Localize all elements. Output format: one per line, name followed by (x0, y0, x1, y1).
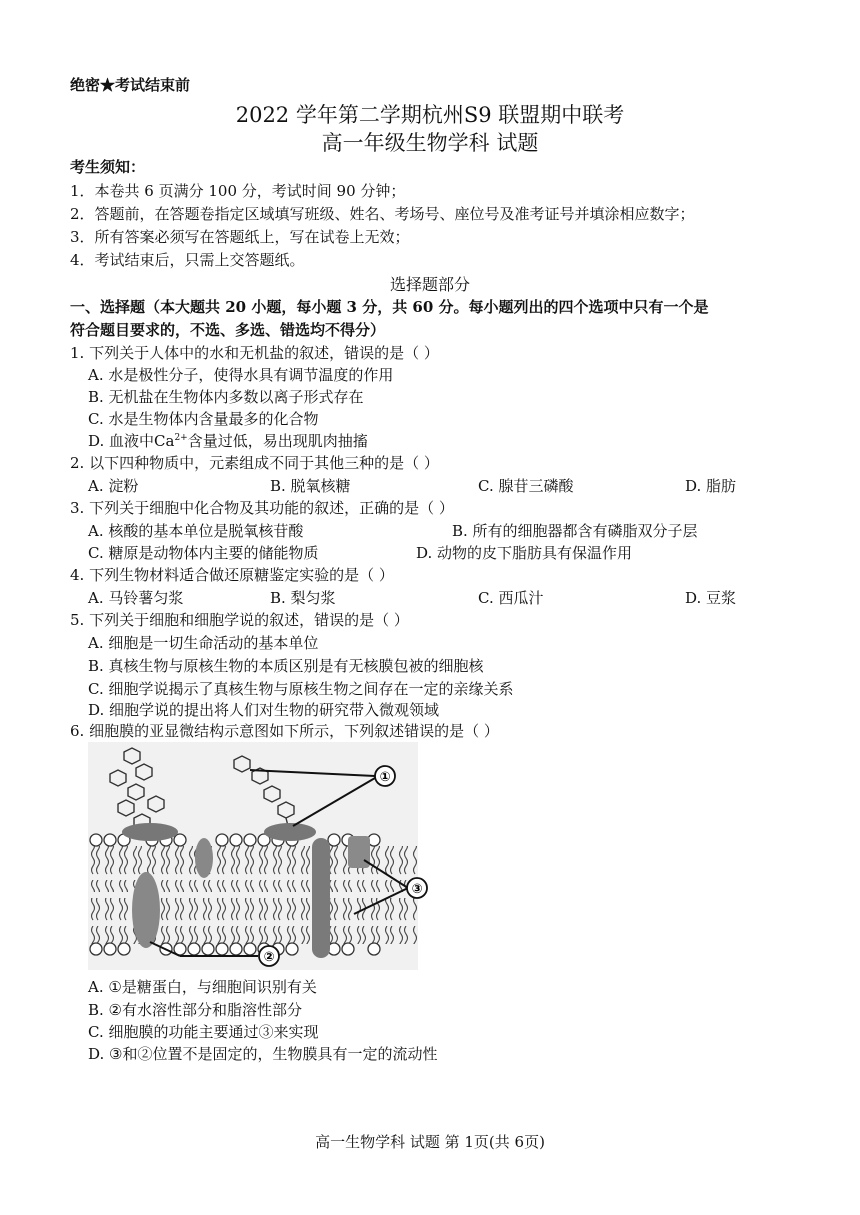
question-stem: 6. 细胞膜的亚显微结构示意图如下所示，下列叙述错误的是（ ） (70, 722, 499, 740)
section-instruction: 一、选择题（本大题共 20 小题，每小题 3 分，共 60 分。每小题列出的四个选项中只有一个是 (70, 298, 709, 316)
option-d: D. 细胞学说的提出将人们对生物的研究带入微观领域 (88, 701, 440, 719)
question-stem: 1. 下列关于人体中的水和无机盐的叙述，错误的是（ ） (70, 344, 439, 362)
page-footer: 高一生物学科 试题 第 1页(共 6页) (315, 1133, 545, 1151)
option-a: A. 核酸的基本单位是脱氧核苷酸 (88, 522, 304, 540)
notice-item: 4．考试结束后，只需上交答题纸。 (70, 251, 305, 269)
notice-item: 2．答题前，在答题卷指定区域填写班级、姓名、考场号、座位号及准考证号并填涂相应数字； (70, 205, 695, 223)
option-c: C. 糖原是动物体内主要的储能物质 (88, 544, 319, 562)
notice-heading: 考生须知： (70, 158, 146, 176)
question-stem: 2. 以下四种物质中，元素组成不同于其他三种的是（ ） (70, 454, 439, 472)
option-d-text: D. 血液中Ca (88, 432, 175, 450)
option-d (88, 430, 368, 451)
ion-charge: 2+ (174, 433, 188, 443)
question-stem: 5. 下列关于细胞和细胞学说的叙述，错误的是（ ） (70, 611, 409, 629)
question-stem: 4. 下列生物材料适合做还原糖鉴定实验的是（ ） (70, 566, 394, 584)
section-title: 选择题部分 (389, 275, 470, 294)
option-a: A. 水是极性分子，使得水具有调节温度的作用 (88, 366, 394, 384)
exam-title: 2022 学年第二学期杭州S9 联盟期中联考 (235, 103, 625, 127)
option-a: A. ①是糖蛋白，与细胞间识别有关 (88, 978, 317, 996)
glycoprotein-left (122, 823, 178, 841)
option-d-text: 含量过低，易出现肌肉抽搐 (187, 432, 368, 450)
option-c: C. 细胞学说揭示了真核生物与原核生物之间存在一定的亲缘关系 (88, 680, 514, 698)
option-b: B. 真核生物与原核生物的本质区别是有无核膜包被的细胞核 (88, 657, 484, 675)
option-a: A. 淀粉 (88, 477, 139, 495)
option-d: D. ③和②位置不是固定的，生物膜具有一定的流动性 (88, 1045, 438, 1063)
option-b: B. 脱氧核糖 (270, 477, 351, 495)
option-d: D. 豆浆 (685, 589, 737, 607)
notice-item: 3．所有答案必须写在答题纸上，写在试卷上无效； (70, 228, 410, 246)
label-2: ② (263, 950, 275, 965)
surface-protein (348, 836, 370, 868)
option-c: C. 腺苷三磷酸 (478, 477, 574, 495)
option-b: B. 无机盐在生物体内多数以离子形式存在 (88, 388, 364, 406)
confidential-mark: 绝密★考试结束前 (70, 76, 191, 94)
question-stem: 3. 下列关于细胞中化合物及其功能的叙述，正确的是（ ） (70, 499, 454, 517)
transmembrane-protein (312, 838, 330, 958)
option-c: C. 细胞膜的功能主要通过③来实现 (88, 1023, 319, 1041)
section-instruction: 符合题目要求的，不选、多选、错选均不得分） (70, 321, 386, 339)
option-a: A. 细胞是一切生命活动的基本单位 (88, 634, 319, 652)
glycoprotein-right (264, 823, 316, 841)
option-d: D. 动物的皮下脂肪具有保温作用 (416, 544, 633, 562)
cell-membrane-diagram (88, 742, 423, 970)
label-1: ① (379, 770, 391, 785)
option-b: B. ②有水溶性部分和脂溶性部分 (88, 1001, 303, 1019)
embedded-protein (132, 872, 160, 948)
option-c: C. 西瓜汁 (478, 589, 544, 607)
option-b: B. 所有的细胞器都含有磷脂双分子层 (452, 522, 698, 540)
option-c: C. 水是生物体内含量最多的化合物 (88, 410, 319, 428)
label-3: ③ (411, 882, 423, 897)
option-d: D. 脂肪 (685, 477, 737, 495)
option-b: B. 梨匀浆 (270, 589, 336, 607)
exam-subtitle: 高一年级生物学科 试题 (321, 131, 539, 155)
notice-item: 1．本卷共 6 页满分 100 分，考试时间 90 分钟； (70, 182, 406, 200)
option-a: A. 马铃薯匀浆 (88, 589, 184, 607)
peripheral-protein (195, 838, 213, 878)
